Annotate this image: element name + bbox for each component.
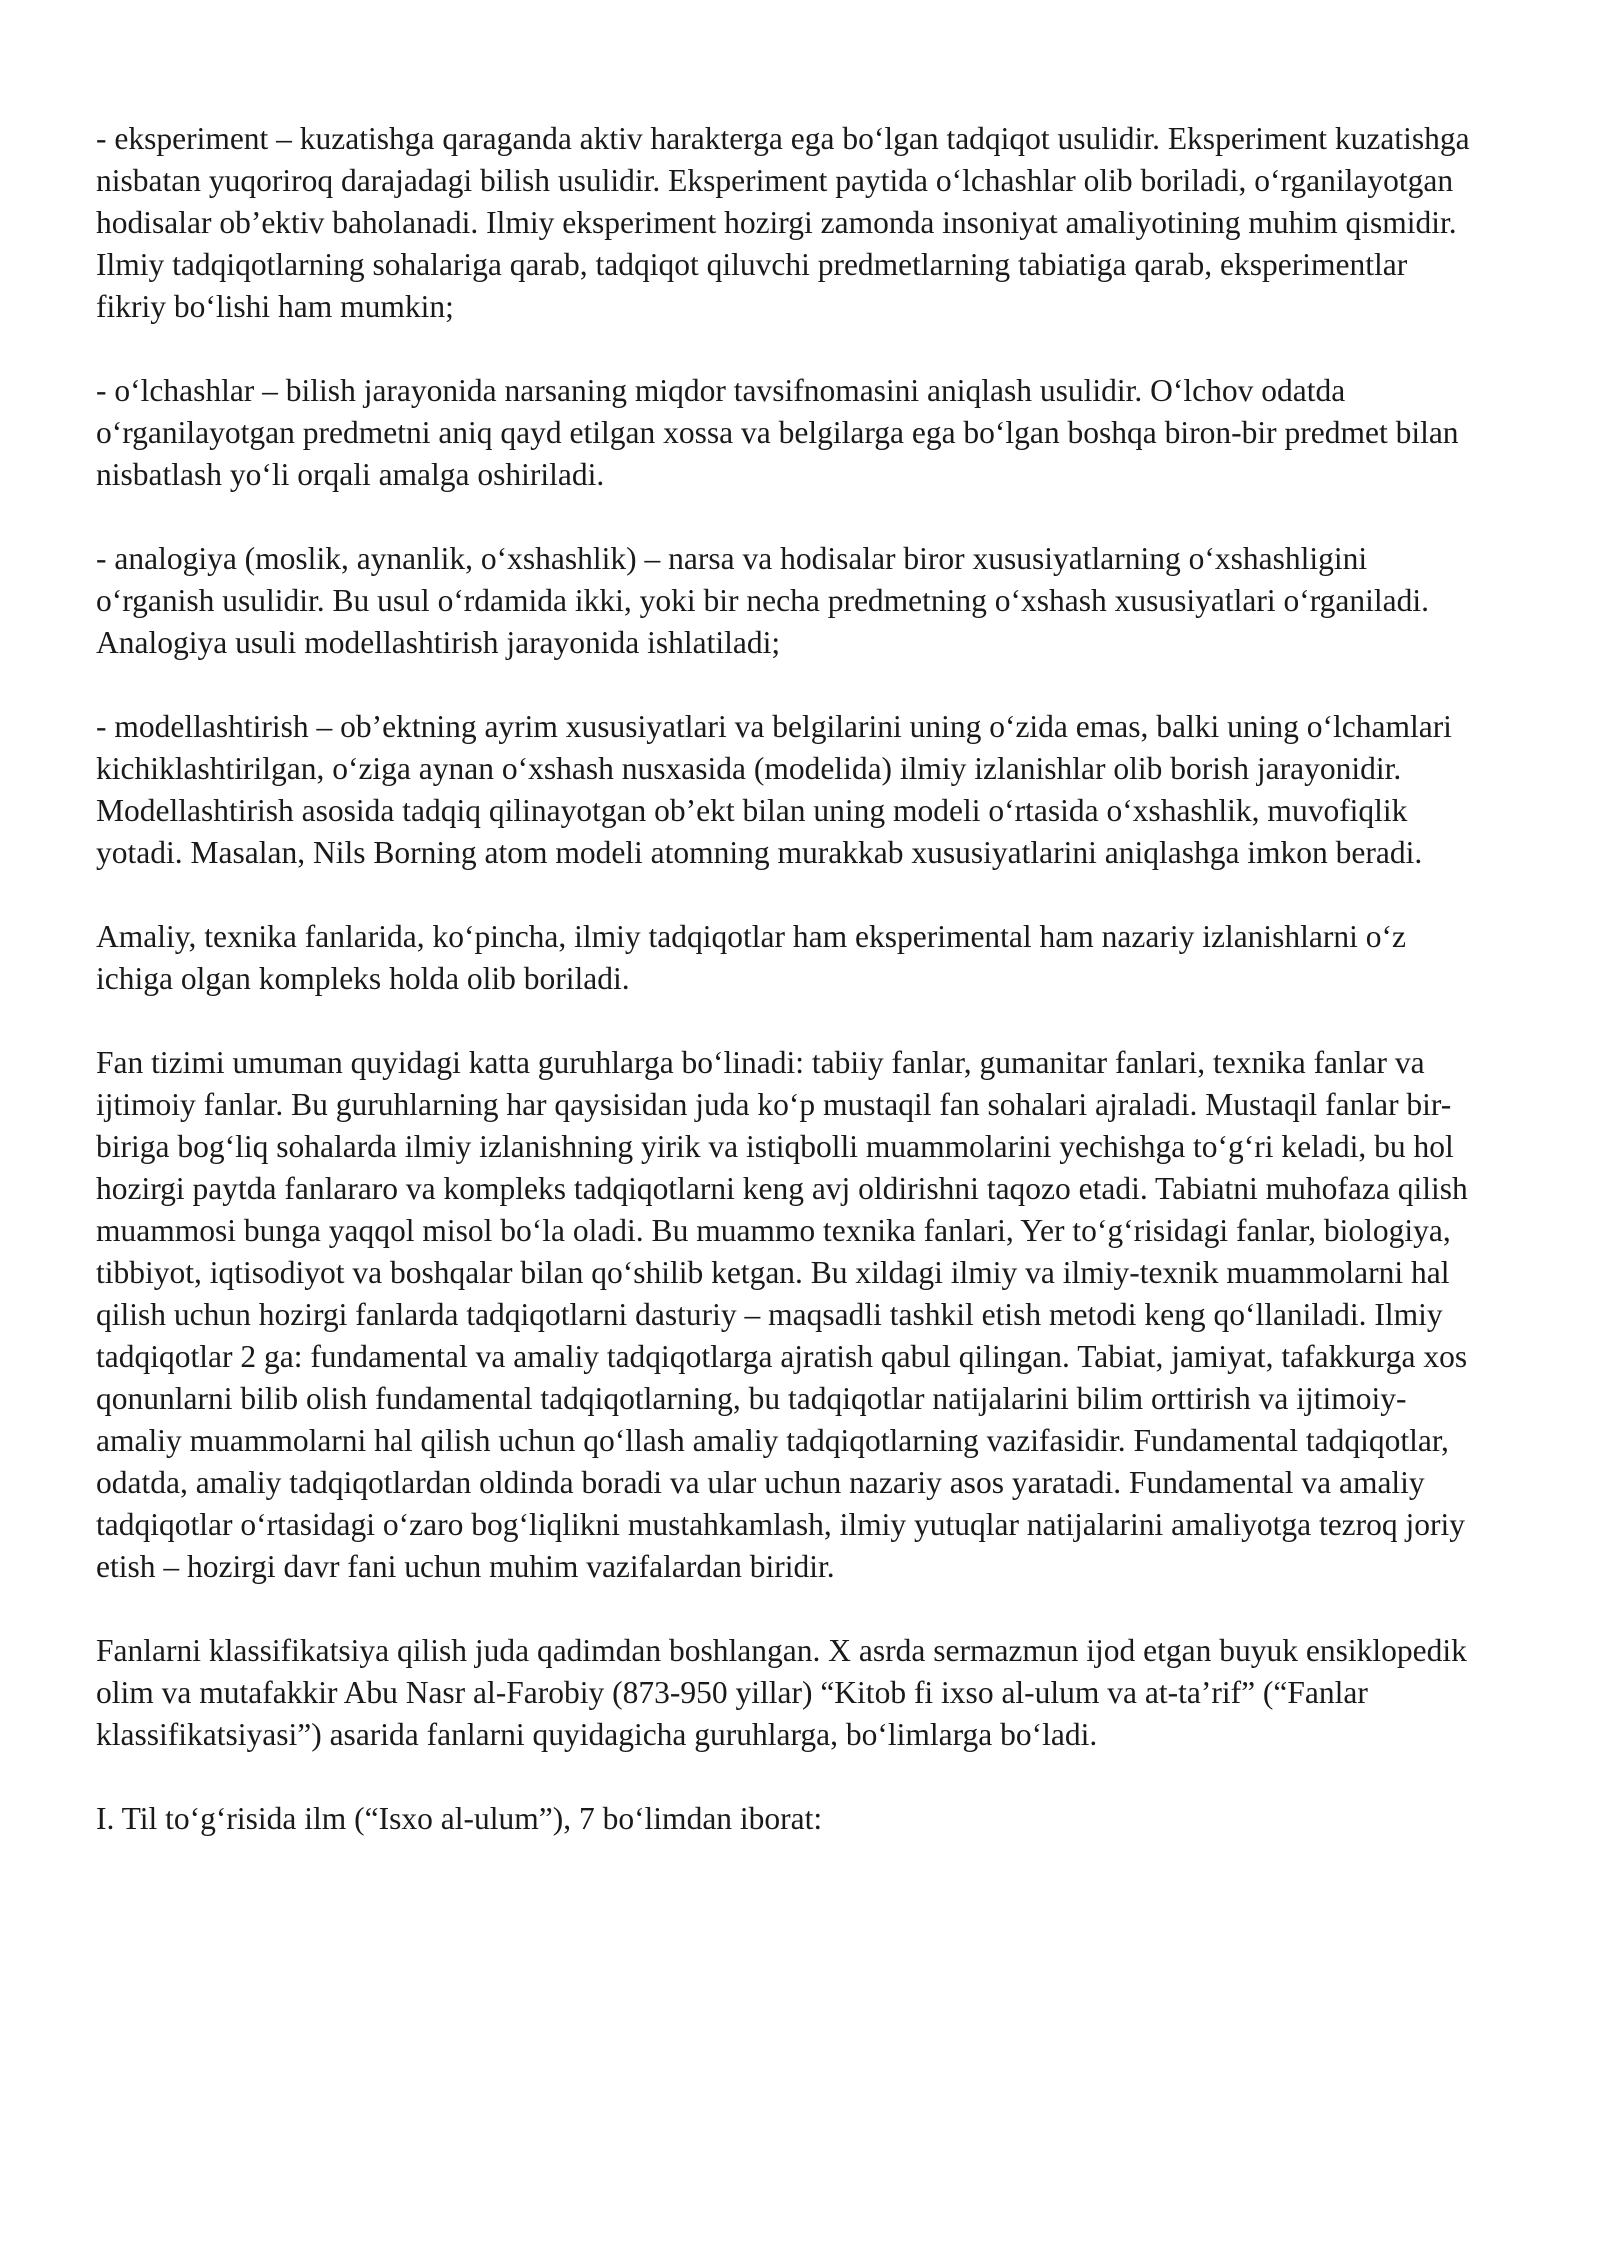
paragraph-eksperiment: - eksperiment – kuzatishga qaraganda aktiv harakterga ega bo‘lgan tadqiqot usulidir. Eksperiment kuzatishga nisbatan yuqoriroq darajadagi bilish usulidir. Eksperiment paytida o‘lchashlar olib boriladi, o‘rganilayotgan hodisalar ob’ektiv baholanadi. Ilmiy eksperiment hozirgi zamonda insoniyat amaliyotining muhim qismidir. Ilmiy tadqiqotlarning sohalariga qarab, tadqiqot qiluvchi predmetlarning tabiatiga qarab, eksperimentlar fikriy bo‘lishi ham mumkin; (96, 121, 1470, 324)
paragraph-klassifikatsiya: Fanlarni klassifikatsiya qilish juda qadimdan boshlangan. X asrda sermazmun ijod etgan buyuk ensiklopedik olim va mutafakkir Abu Nasr al-Farobiy (873-950 yillar) “Kitob fi ixso al-ulum va at-ta’rif” (“Fanlar klassifikatsiyasi”) asarida fanlarni quyidagicha guruhlarga, bo‘limlarga bo‘ladi. (96, 1633, 1467, 1752)
paragraph-amaliy-texnika: Amaliy, texnika fanlarida, ko‘pincha, ilmiy tadqiqotlar ham eksperimental ham nazariy izlanishlarni o‘z ichiga olgan kompleks holda olib boriladi. (96, 919, 1407, 996)
paragraph-analogiya: - analogiya (moslik, aynanlik, o‘xshashlik) – narsa va hodisalar biror xususiyatlarning o‘xshashligini o‘rganish usulidir. Bu usul o‘rdamida ikki, yoki bir necha predmetning o‘xshash xususiyatlari o‘rganiladi. Analogiya usuli modellashtirish jarayonida ishlatiladi; (96, 541, 1429, 660)
paragraph-fan-tizimi: Fan tizimi umuman quyidagi katta guruhlarga bo‘linadi: tabiiy fanlar, gumanitar fanlari, texnika fanlar va ijtimoiy fanlar. Bu guruhlarning har qaysisidan juda ko‘p mustaqil fan sohalari ajraladi. Mustaqil fanlar bir-biriga bog‘liq sohalarda ilmiy izlanishning yirik va istiqbolli muammolarini yechishga to‘g‘ri keladi, bu hol hozirgi paytda fanlararo va kompleks tadqiqotlarni keng avj oldirishni taqozo etadi. Tabiatni muhofaza qilish muammosi bunga yaqqol misol bo‘la oladi. Bu muammo texnika fanlari, Yer to‘g‘risidagi fanlar, biologiya, tibbiyot, iqtisodiyot va boshqalar bilan qo‘shilib ketgan. Bu xildagi ilmiy va ilmiy-texnik muammolarni hal qilish uchun hozirgi fanlarda tadqiqotlarni dasturiy – maqsadli tashkil etish metodi keng qo‘llaniladi. Ilmiy tadqiqotlar 2 ga: fundamental va amaliy tadqiqotlarga ajratish qabul qilingan. Tabiat, jamiyat, tafakkurga xos qonunlarni bilib olish fundamental tadqiqotlarning, bu tadqiqotlar natijalarini bilim orttirish va ijtimoiy-amaliy muammolarni hal qilish uchun qo‘llash amaliy tadqiqotlarning vazifasidir. Fundamental tadqiqotlar, odatda, amaliy tadqiqotlardan oldinda boradi va ular uchun nazariy asos yaratadi. Fundamental va amaliy tadqiqotlar o‘rtasidagi o‘zaro bog‘liqlikni mustahkamlash, ilmiy yutuqlar natijalarini amaliyotga tezroq joriy etish – hozirgi davr fani uchun muhim vazifalardan biridir. (96, 1045, 1468, 1584)
paragraph-olchashlar: - o‘lchashlar – bilish jarayonida narsaning miqdor tavsifnomasini aniqlash usulidir. O‘lchov odatda o‘rganilayotgan predmetni aniq qayd etilgan xossa va belgilarga ega bo‘lgan boshqa biron-bir predmet bilan nisbatlash yo‘li orqali amalga oshiriladi. (96, 373, 1459, 492)
paragraph-til-ilm: I. Til to‘g‘risida ilm (“Isxo al-ulum”), 7 bo‘limdan iborat: (96, 1801, 823, 1836)
document-page (96, 118, 1476, 1882)
paragraph-modellashtirish: - modellashtirish – ob’ektning ayrim xususiyatlari va belgilarini uning o‘zida emas, balki uning o‘lchamlari kichiklashtirilgan, o‘ziga aynan o‘xshash nusxasida (modelida) ilmiy izlanishlar olib borish jarayonidir. Modellashtirish asosida tadqiq qilinayotgan ob’ekt bilan uning modeli o‘rtasida o‘xshashlik, muvofiqlik yotadi. Masalan, Nils Borning atom modeli atomning murakkab xususiyatlarini aniqlashga imkon beradi. (96, 709, 1452, 870)
